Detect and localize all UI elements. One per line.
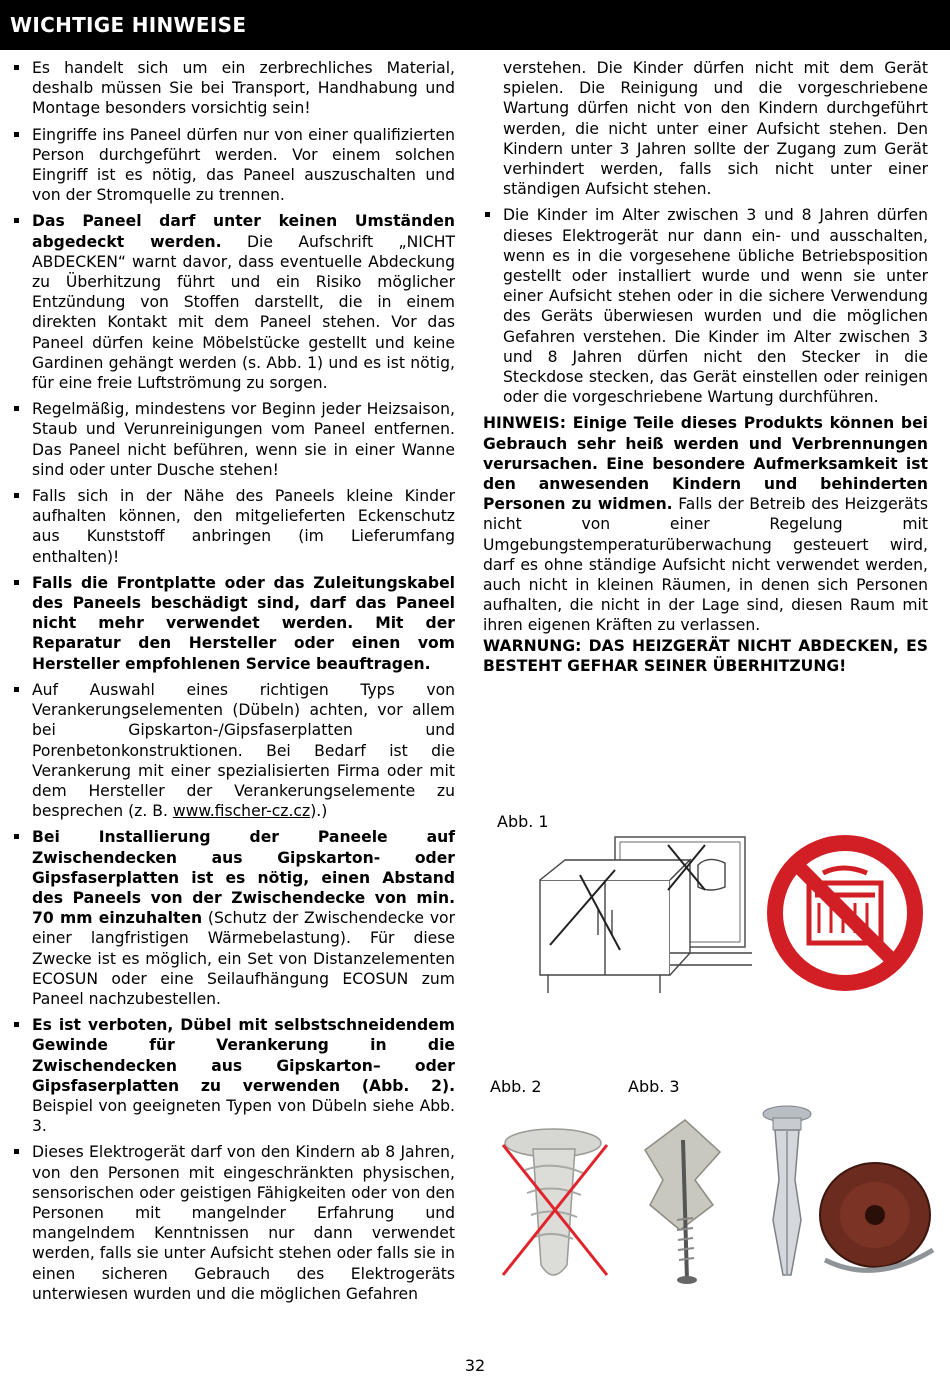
list-item: Dieses Elektrogerät darf von den Kindern ab 8 Jahren, von den Personen mit eingeschränkten physischen, sensorischen oder geistigen Fähigkeiten oder von den Personen mit mangelnder Erfahrung und mangelndem Kenntnissen nur dann verwendet werden, falls sie unter Aufsicht stehen oder falls sie in einen sicheren Gebrauch des Elektrogeräts unterwiesen wurden und die möglichen Gefahren <box>12 1142 455 1304</box>
list-item: Falls sich in der Nähe des Paneels kleine Kinder aufhalten können, den mitgelieferten Eckenschutz aus Kunststoff anbringen (im Lieferumfang enthalten)! <box>12 486 455 567</box>
list-item: Regelmäßig, mindestens vor Beginn jeder Heizsaison, Staub und Verunreinigungen vom Paneel entfernen. Das Paneel nicht beführen, wenn sie in einer Wanne sind oder unter Dusche stehen! <box>12 399 455 480</box>
list-item: Es handelt sich um ein zerbrechliches Material, deshalb müssen Sie bei Transport, Handhabung und Montage besonders vorsichtig sein! <box>12 58 455 119</box>
list-item <box>12 573 455 674</box>
section-title: WICHTIGE HINWEISE <box>10 13 247 37</box>
notice-list-left <box>12 58 455 1304</box>
self-drilling-anchor-prohibited-image <box>495 1115 620 1290</box>
left-column <box>12 58 455 1310</box>
list-item: Das Paneel darf unter keinen Umständen abgedeckt werden. Die Aufschrift „NICHT ABDECKEN“ warnt davor, dass eventuelle Abdeckung zu Überhitzung führt und ein Risiko möglicher Entzündung von Stoffen darstellt, die in einem direkten Kontakt mit dem Paneel stehen. Vor das Paneel dürfen keine Möbelstücke gestellt und keine Gardinen gehängt werden (s. Abb. 1) und es ist nötig, für eine freie Luftströmung zu sorgen. <box>12 211 455 393</box>
figure-label-abb2: Abb. 2 <box>490 1077 542 1096</box>
list-item: Auf Auswahl eines richtigen Typs von Verankerungselementen (Dübeln) achten, vor allem bei Gipskarton-/Gipsfaserplatten und Porenbetonkonstruktionen. Bei Bedarf ist die Verankerung mit einer spezialisierten Firma oder mit dem Hersteller der Verankerungselemente zu besprechen (z. B. www.fischer-cz.cz).) <box>12 680 455 821</box>
list-item-continued: verstehen. Die Kinder dürfen nicht mit dem Gerät spielen. Die Reinigung und die vorgeschriebene Wartung dürfen nicht von den Kindern durchgeführt werden, die nicht unter einer Aufsicht stehen. Den Kindern unter 3 Jahren sollte der Zugang zum Gerät verhindert werden, falls sich nicht unter einer ständigen Aufsicht stehen. <box>503 59 928 199</box>
bold-text: Es ist verboten, Dübel mit selbstschneidendem Gewinde für Verankerung in die Zwischendecken aus Gipskarton– oder Gipsfaserplatten zu verwenden (Abb. 2). <box>32 1016 455 1095</box>
bold-text: Bei Installierung der Paneele auf Zwischendecken aus Gipskarton- oder Gipsfaserplatten ist es nötig, einen Abstand des Paneels von der Zwischendecke von min. 70 mm einzuhalten <box>32 828 455 928</box>
bold-text: Das Paneel darf unter keinen Umständen abgedeckt werden. <box>32 212 455 251</box>
do-not-cover-icon <box>765 833 925 993</box>
section-header <box>0 0 950 50</box>
bold-text: HINWEIS: Einige Teile dieses Produkts können bei Gebrauch sehr heiß werden und Verbrennungen verursachen. Eine besondere Aufmerksamkeit ist den anwesenden Kindern und behinderten Personen zu widmen. <box>483 414 928 514</box>
expansion-anchor-image <box>625 1110 743 1290</box>
notice-list-right <box>483 205 928 407</box>
furniture-illustration <box>520 835 755 995</box>
bold-text: Falls die Frontplatte oder das Zuleitungskabel des Paneels beschädigt sind, darf das Paneel nicht mehr verwendet werden. Mit der Reparatur den Hersteller oder einen vom Hersteller empfohlenen Service beauftragen. <box>32 573 455 673</box>
list-item: Es ist verboten, Dübel mit selbstschneidendem Gewinde für Verankerung in die Zwischendecken aus Gipskarton– oder Gipsfaserplatten zu verwenden (Abb. 2). Beispiel von geeigneten Typen von Dübeln siehe Abb. 3. <box>12 1015 455 1136</box>
right-column <box>483 58 928 676</box>
list-item: Bei Installierung der Paneele auf Zwischendecken aus Gipskarton- oder Gipsfaserplatten ist es nötig, einen Abstand des Paneels von der Zwischendecke von min. 70 mm einzuhalten (Schutz der Zwischendecke vor einer langfristigen Wärmebelastung). Für diese Zwecke ist es möglich, ein Set von Distanzelementen ECOSUN oder eine Seilaufhängung ECOSUN zum Paneel nachzubestellen. <box>12 827 455 1009</box>
warning-text: WARNUNG: DAS HEIZGERÄT NICHT ABDECKEN, ES BESTEHT GEFHAR SEINER ÜBERHITZUNG! <box>483 636 928 675</box>
figure-label-abb3: Abb. 3 <box>628 1077 680 1096</box>
fischer-link[interactable]: www.fischer-cz.cz <box>172 802 311 821</box>
metal-cavity-anchor-image <box>745 1100 945 1290</box>
list-item: Eingriffe ins Paneel dürfen nur von einer qualifizierten Person durchgeführt werden. Vor einem solchen Eingriff ist es nötig, das Paneel auszuschalten und von der Stromquelle zu trennen. <box>12 125 455 206</box>
hinweis-paragraph: HINWEIS: Einige Teile dieses Produkts können bei Gebrauch sehr heiß werden und Verbrennungen verursachen. Eine besondere Aufmerksamkeit ist den anwesenden Kindern und behinderten Personen zu widmen. Falls der Betreib des Heizgeräts nicht von einer Regelung mit Umgebungstemperaturüberwachung gesteuert wird, darf es ohne ständige Aufsicht nicht verwendet werden, auch nicht in kleinen Räumen, in denen sich Personen aufhalten, die nicht in der Lage sind, diesen Raum mit ihren eigenen Kräften zu verlassen. <box>483 414 928 635</box>
list-item: Die Kinder im Alter zwischen 3 und 8 Jahren dürfen dieses Elektrogerät nur dann ein- und ausschalten, wenn es in die vorgesehene übliche Betriebsposition gestellt oder installiert wurde und wenn sie unter einer Aufsicht stehen oder in die sichere Verwendung des Geräts überwiesen wurden und die möglichen Gefahren verstehen. Die Kinder im Alter zwischen 3 und 8 Jahren dürfen nicht den Stecker in die Steckdose stecken, das Gerät einstellen oder reinigen oder die vorgeschriebene Wartung durchführen. <box>483 205 928 407</box>
page-number: 32 <box>464 1356 486 1375</box>
figure-label-abb1: Abb. 1 <box>497 812 549 831</box>
